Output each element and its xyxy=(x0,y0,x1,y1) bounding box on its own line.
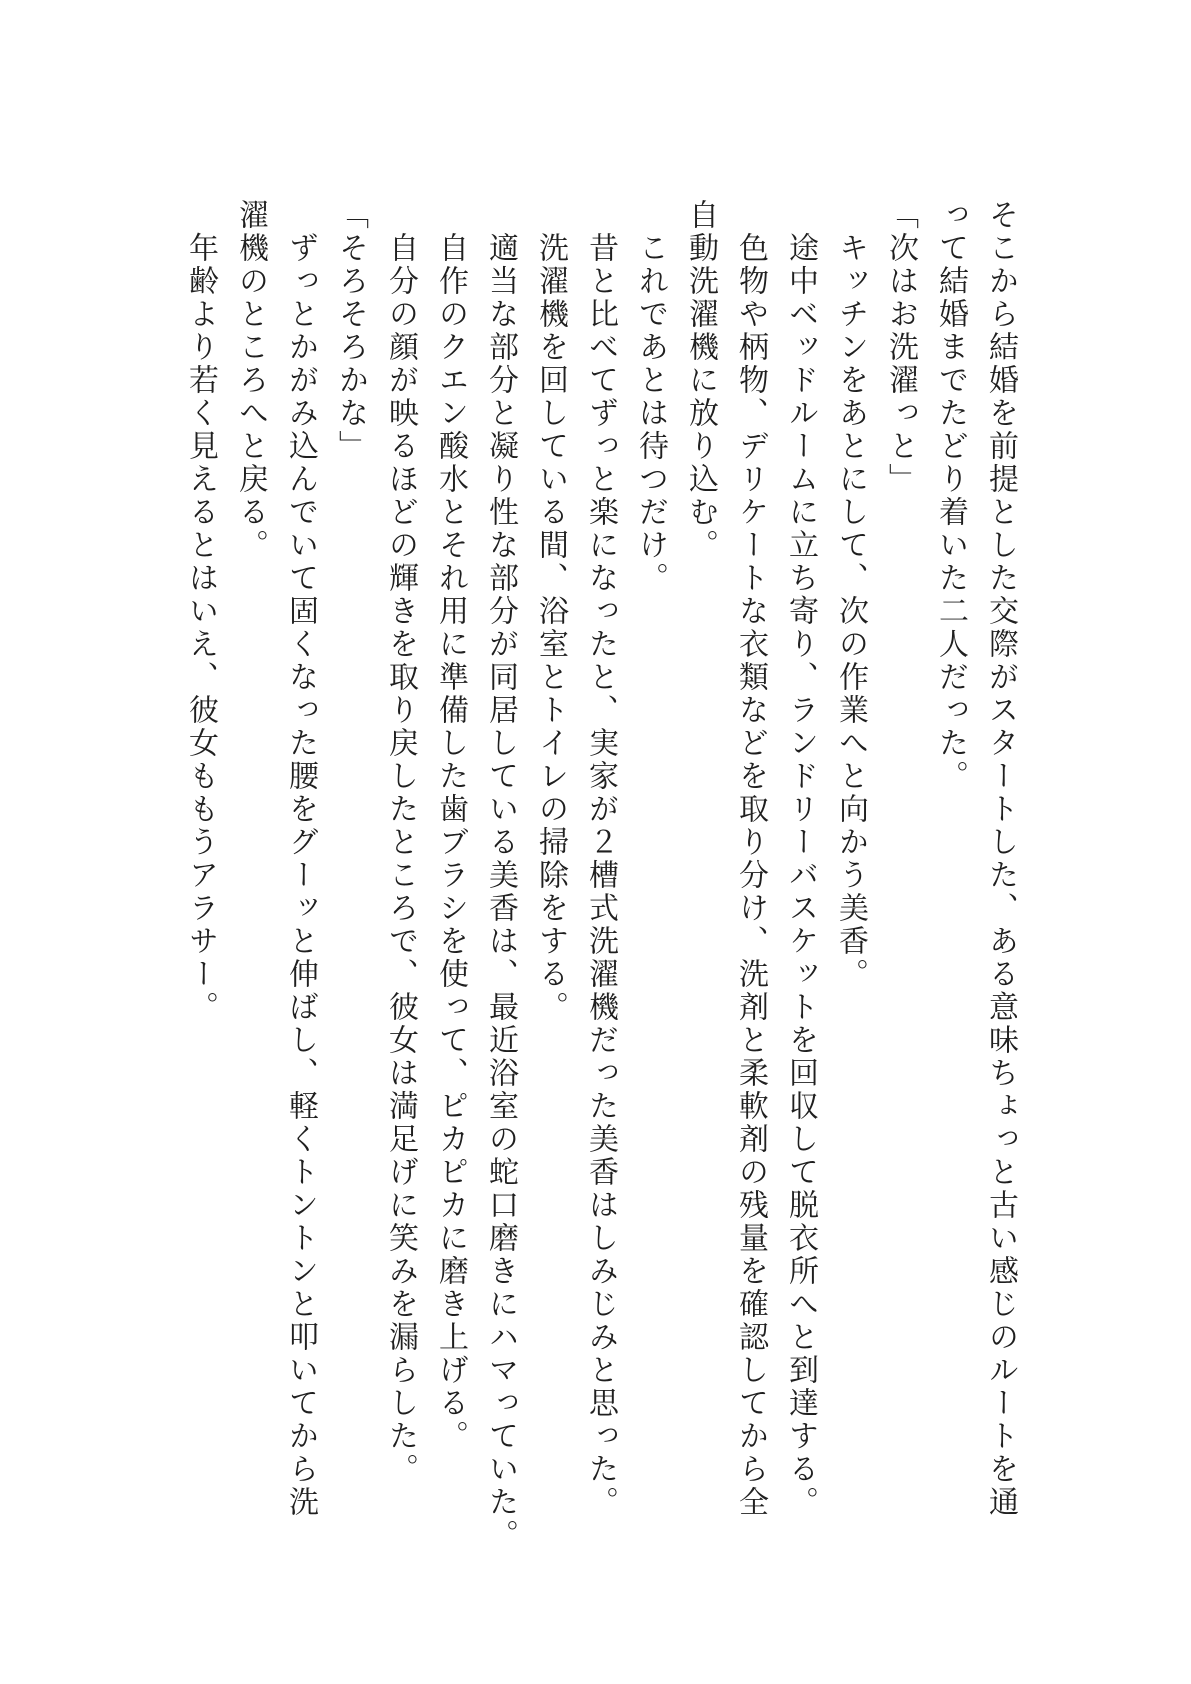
text-line-6: 色物や柄物、デリケートな衣類などを取り分け、洗剤と柔軟剤の残量を確認してから全 xyxy=(733,232,768,1519)
text-line-2: って結婚までたどり着いた二人だった。 xyxy=(933,199,968,793)
text-line-17: 年齢より若く見えるとはいえ、彼女ももうアラサー。 xyxy=(183,232,218,1024)
vertical-text-block xyxy=(175,199,1025,1555)
text-line-5: 途中ベッドルームに立ち寄り、ランドリーバスケットを回収して脱衣所へと到達する。 xyxy=(783,232,818,1519)
text-line-10: 洗濯機を回している間、浴室とトイレの掃除をする。 xyxy=(533,232,568,1024)
text-line-4: キッチンをあとにして、次の作業へと向かう美香。 xyxy=(833,232,868,991)
text-line-14: 「そろそろかな」 xyxy=(333,199,368,463)
text-line-11: 適当な部分と凝り性な部分が同居している美香は、最近浴室の蛇口磨きにハマっていた。 xyxy=(483,232,518,1552)
text-line-7: 自動洗濯機に放り込む。 xyxy=(683,199,718,562)
text-line-1: そこから結婚を前提とした交際がスタートした、ある意味ちょっと古い感じのルートを通 xyxy=(983,199,1018,1519)
text-line-8: これであとは待つだけ。 xyxy=(633,232,668,595)
text-line-12: 自作のクエン酸水とそれ用に準備した歯ブラシを使って、ピカピカに磨き上げる。 xyxy=(433,232,468,1453)
text-line-15: ずっとかがみ込んでいて固くなった腰をグーッと伸ばし、軽くトントンと叩いてから洗 xyxy=(283,232,318,1519)
text-line-13: 自分の顔が映るほどの輝きを取り戻したところで、彼女は満足げに笑みを漏らした。 xyxy=(383,232,418,1486)
text-line-16: 濯機のところへと戻る。 xyxy=(233,199,268,562)
text-line-9: 昔と比べてずっと楽になったと、実家が２槽式洗濯機だった美香はしみじみと思った。 xyxy=(583,232,618,1519)
text-line-3: 「次はお洗濯っと」 xyxy=(883,199,918,496)
